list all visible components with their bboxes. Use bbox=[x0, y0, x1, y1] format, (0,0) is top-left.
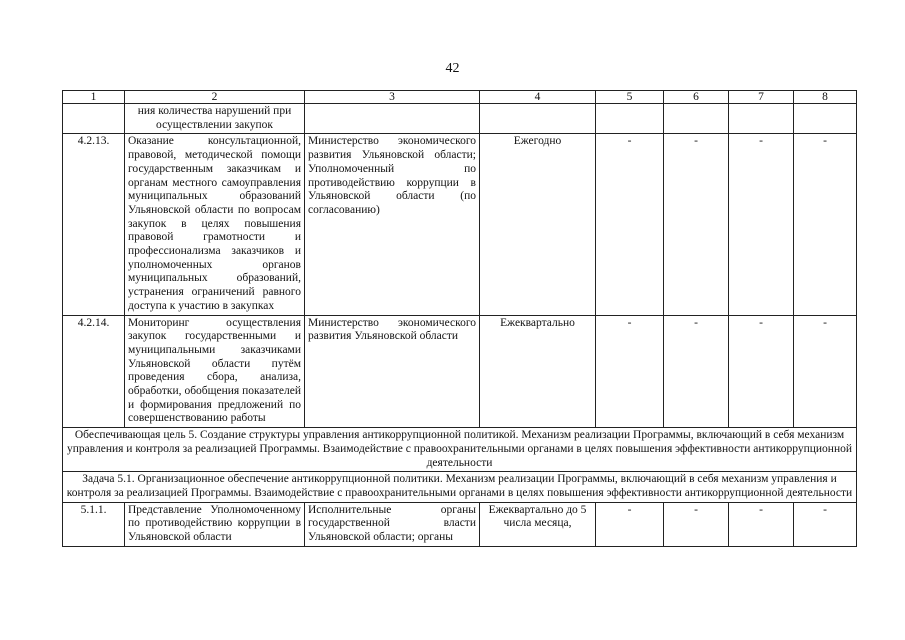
value-cell: - bbox=[596, 502, 664, 546]
value-cell: - bbox=[664, 134, 729, 315]
header-col-2: 2 bbox=[125, 91, 305, 104]
table-row bbox=[63, 104, 857, 134]
value-cell: - bbox=[596, 134, 664, 315]
goal-row bbox=[63, 428, 857, 472]
executor-cell bbox=[305, 104, 480, 134]
task-heading: Задача 5.1. Организационное обеспечение антикоррупционной политики. Механизм реализации Программы, включающий в себя механизм управления и контроля за реализацией Программы. Взаимодействие с правоохранительными органами в целях повышения эффективности антикоррупционной деятельности bbox=[63, 472, 857, 502]
header-col-5: 5 bbox=[596, 91, 664, 104]
value-cell bbox=[664, 104, 729, 134]
header-col-4: 4 bbox=[480, 91, 596, 104]
measure-cell: Представление Уполномоченному по противодействию коррупции в Ульяновской области bbox=[125, 502, 305, 546]
value-cell bbox=[794, 104, 857, 134]
executor-cell: Исполнительные органы государственной власти Ульяновской области; органы bbox=[305, 502, 480, 546]
value-cell bbox=[596, 104, 664, 134]
value-cell: - bbox=[729, 315, 794, 428]
header-col-3: 3 bbox=[305, 91, 480, 104]
program-table bbox=[62, 90, 857, 547]
page-number: 42 bbox=[445, 61, 460, 76]
measure-cell: ния количества нарушений при осуществлении закупок bbox=[125, 104, 305, 134]
header-col-1: 1 bbox=[63, 91, 125, 104]
header-col-6: 6 bbox=[664, 91, 729, 104]
header-col-8: 8 bbox=[794, 91, 857, 104]
task-row bbox=[63, 472, 857, 502]
row-number: 4.2.14. bbox=[63, 315, 125, 428]
header-col-7: 7 bbox=[729, 91, 794, 104]
table-row bbox=[63, 315, 857, 428]
row-number bbox=[63, 104, 125, 134]
value-cell: - bbox=[596, 315, 664, 428]
header-row bbox=[63, 91, 857, 104]
row-number: 4.2.13. bbox=[63, 134, 125, 315]
value-cell: - bbox=[794, 502, 857, 546]
measure-cell: Оказание консультационной, правовой, методической помощи государственным заказчикам и органам местного самоуправления муниципальных образований Ульяновской области по вопросам закупок в целях повышения правовой грамотности и профессионализма заказчиков и уполномоченных органов муниципальных образований, устранения ограничений равного доступа к участию в закупках bbox=[125, 134, 305, 315]
value-cell bbox=[729, 104, 794, 134]
value-cell: - bbox=[664, 315, 729, 428]
executor-cell: Министерство экономического развития Ульяновской области bbox=[305, 315, 480, 428]
value-cell: - bbox=[729, 134, 794, 315]
value-cell: - bbox=[664, 502, 729, 546]
term-cell: Ежегодно bbox=[480, 134, 596, 315]
term-cell: Ежеквартально bbox=[480, 315, 596, 428]
value-cell: - bbox=[794, 315, 857, 428]
term-cell bbox=[480, 104, 596, 134]
executor-cell: Министерство экономического развития Ульяновской области; Уполномоченный по противодействию коррупции в Ульяновской области (по согласованию) bbox=[305, 134, 480, 315]
row-number: 5.1.1. bbox=[63, 502, 125, 546]
value-cell: - bbox=[729, 502, 794, 546]
term-cell: Ежеквартально до 5 числа месяца, bbox=[480, 502, 596, 546]
table-row bbox=[63, 134, 857, 315]
measure-cell: Мониторинг осуществления закупок государственными и муниципальными заказчиками Ульяновской области путём проведения сбора, анализа, обработки, обобщения показателей и формирования предложений по совершенствованию работы bbox=[125, 315, 305, 428]
value-cell: - bbox=[794, 134, 857, 315]
goal-heading: Обеспечивающая цель 5. Создание структуры управления антикоррупционной политикой. Механизм реализации Программы, включающий в себя механизм управления и контроля за реализацией Программы. Взаимодействие с правоохранительными органами в целях повышения эффективности антикоррупционной деятельности bbox=[63, 428, 857, 472]
table-row bbox=[63, 502, 857, 546]
